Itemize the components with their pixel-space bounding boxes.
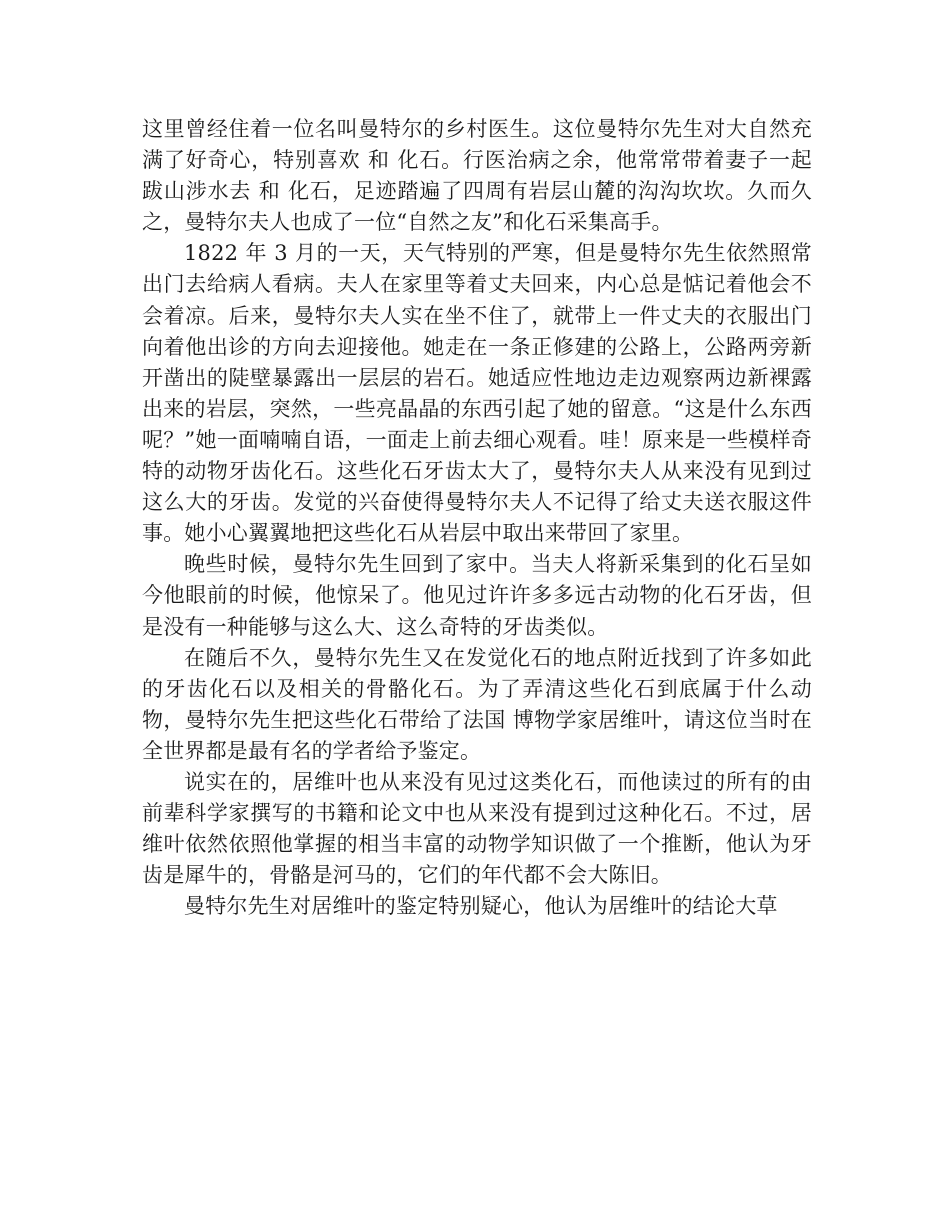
paragraph-6: 曼特尔先生对居维叶的鉴定特别疑心，他认为居维叶的结论大草 xyxy=(184,894,778,919)
paragraph-2: 1822 年 3 月的一天，天气特别的严寒，但是曼特尔先生依然照常出门去给病人看病。夫人在家里等着丈夫回来，内心总是惦记着他会不会着凉。后来，曼特尔夫人实在坐不住了，就带上一件丈夫的衣服出门向着他出诊的方向去迎接他。她走在一条正修建的公路上，公路两旁新开凿出的陡壁暴露出一层层的岩石。她适应性地边走边观察两边新裸露出来的岩层，突然，一些亮晶晶的东西引起了她的留意。“这是什么东西呢？”她一面喃喃自语，一面走上前去细心观看。哇！原来是一些模样奇特的动物牙齿化石。这些化石牙齿太大了，曼特尔夫人从来没有见到过这么大的牙齿。发觉的兴奋使得曼特尔夫人不记得了给丈夫送衣服这件事。她小心翼翼地把这些化石从岩层中取出来带回了家里。 xyxy=(142,241,812,546)
document-body xyxy=(142,114,812,922)
paragraph-3: 晚些时候，曼特尔先生回到了家中。当夫人将新采集到的化石呈如今他眼前的时候，他惊呆了。他见过许许多多远古动物的化石牙齿，但是没有一种能够与这么大、这么奇特的牙齿类似。 xyxy=(142,552,812,639)
paragraph-5: 说实在的，居维叶也从来没有见过这类化石，而他读过的所有的由前辈科学家撰写的书籍和论文中也从来没有提到过这种化石。不过，居维叶依然依照他掌握的相当丰富的动物学知识做了一个推断，他认为牙齿是犀牛的，骨骼是河马的，它们的年代都不会大陈旧。 xyxy=(142,769,812,888)
paragraph-1: 这里曾经住着一位名叫曼特尔的乡村医生。这位曼特尔先生对大自然充满了好奇心，特别喜欢 和 化石。行医治病之余，他常常带着妻子一起跋山涉水去 和 化石，足迹踏遍了四周有岩层山麓的沟沟坎坎。久而久之，曼特尔夫人也成了一位“自然之友”和化石采集高手。 xyxy=(142,117,812,235)
paragraph-4: 在随后不久，曼特尔先生又在发觉化石的地点附近找到了许多如此的牙齿化石以及相关的骨骼化石。为了弄清这些化石到底属于什么动物，曼特尔先生把这些化石带给了法国 博物学家居维叶，请这位当时在全世界都是最有名的学者给予鉴定。 xyxy=(142,645,812,763)
